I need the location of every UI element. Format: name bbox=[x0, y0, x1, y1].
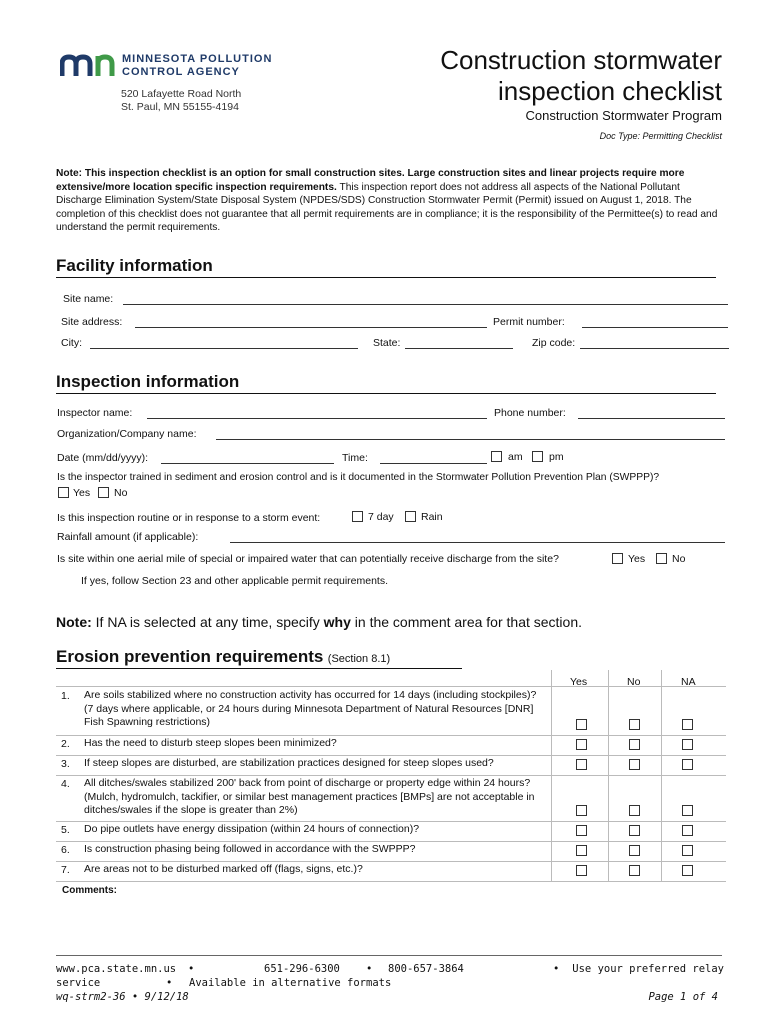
program-name: Construction Stormwater Program bbox=[525, 108, 722, 123]
item-number: 6. bbox=[61, 844, 70, 856]
footer-service: service bbox=[56, 977, 101, 989]
footer-bullet-1: • bbox=[188, 963, 195, 975]
trained-question: Is the inspector trained in sediment and erosion control and is it documented in the Stormwater Pollution Prevention Plan (SWPPP)? bbox=[57, 472, 660, 483]
footer-doc-id: wq-strm2-36 • 9/12/18 bbox=[56, 991, 189, 1003]
row-divider bbox=[56, 881, 726, 882]
item-7-na-checkbox[interactable] bbox=[682, 865, 693, 876]
trained-yes-checkbox[interactable] bbox=[58, 487, 69, 498]
phone-field[interactable] bbox=[578, 418, 725, 419]
item-6-yes-checkbox[interactable] bbox=[576, 845, 587, 856]
time-field[interactable] bbox=[380, 463, 487, 464]
na-note-text-1: If NA is selected at any time, specify bbox=[91, 614, 324, 630]
na-note bbox=[56, 614, 582, 630]
erosion-heading bbox=[56, 647, 390, 667]
date-field[interactable] bbox=[161, 463, 334, 464]
item-number: 5. bbox=[61, 824, 70, 836]
footer-bullet-4: • bbox=[166, 977, 173, 989]
site-name-field[interactable] bbox=[123, 304, 728, 305]
item-6-no-checkbox[interactable] bbox=[629, 845, 640, 856]
na-note-prefix: Note: bbox=[56, 614, 92, 630]
intro-note-text: This inspection report does not address all aspects of the National Pollutant Discharge Elimination System/State Disposal System (NPDES/SDS) Construction Stormwater Permit (Permit) issued on August 1, 2018. The completion of this checklist does not guarantee that all permit requirements are in compliance; it is the responsibility of the Permittee(s) to read and understand the permit requirements. bbox=[56, 181, 718, 233]
date-label: Date (mm/dd/yyyy): bbox=[57, 452, 149, 464]
am-checkbox[interactable] bbox=[491, 451, 502, 462]
impaired-no-label: No bbox=[672, 553, 686, 565]
city-field[interactable] bbox=[90, 348, 358, 349]
item-6-na-checkbox[interactable] bbox=[682, 845, 693, 856]
item-number: 2. bbox=[61, 738, 70, 750]
erosion-heading-rule bbox=[56, 668, 462, 669]
site-name-label: Site name: bbox=[63, 293, 114, 305]
item-question: Are areas not to be disturbed marked off (flags, signs, etc.)? bbox=[84, 863, 363, 875]
agency-address bbox=[121, 88, 241, 114]
rain-label: Rain bbox=[421, 511, 443, 523]
state-field[interactable] bbox=[405, 348, 513, 349]
organization-label: Organization/Company name: bbox=[57, 428, 197, 440]
agency-name bbox=[122, 53, 272, 79]
facility-heading: Facility information bbox=[56, 256, 213, 275]
seven-day-label: 7 day bbox=[368, 511, 394, 523]
item-2-yes-checkbox[interactable] bbox=[576, 739, 587, 750]
item-4-yes-checkbox[interactable] bbox=[576, 805, 587, 816]
row-divider bbox=[56, 735, 726, 736]
row-divider bbox=[56, 841, 726, 842]
rainfall-field[interactable] bbox=[230, 542, 725, 543]
na-note-why: why bbox=[323, 614, 351, 630]
impaired-yes-label: Yes bbox=[628, 553, 646, 565]
item-number: 3. bbox=[61, 758, 70, 770]
inspection-heading-rule bbox=[56, 393, 716, 394]
time-label: Time: bbox=[342, 452, 368, 464]
column-header-yes: Yes bbox=[570, 676, 588, 688]
item-5-no-checkbox[interactable] bbox=[629, 825, 640, 836]
row-divider bbox=[56, 775, 726, 776]
inspector-name-field[interactable] bbox=[147, 418, 487, 419]
footer-page-number: Page 1 of 4 bbox=[648, 991, 718, 1003]
item-question: All ditches/swales stabilized 200' back from point of discharge or property edge within 24 hours? (Mulch, hydromulch, tackifier, or similar best management practices [BMPs] are not acceptable in ditches/swales if the slope is greater than 2%) bbox=[84, 777, 535, 816]
item-3-yes-checkbox[interactable] bbox=[576, 759, 587, 770]
item-question: If steep slopes are disturbed, are stabilization practices designed for steep slopes used? bbox=[84, 757, 494, 769]
facility-heading-rule bbox=[56, 277, 716, 278]
permit-number-label: Permit number: bbox=[493, 316, 565, 328]
footer-rule bbox=[56, 955, 722, 956]
item-question: Is construction phasing being followed in accordance with the SWPPP? bbox=[84, 843, 416, 855]
address-line-2: St. Paul, MN 55155-4194 bbox=[121, 101, 239, 113]
pm-checkbox[interactable] bbox=[532, 451, 543, 462]
title-line-1: Construction stormwater bbox=[440, 45, 722, 75]
if-yes-note: If yes, follow Section 23 and other applicable permit requirements. bbox=[81, 575, 388, 587]
column-divider-3 bbox=[661, 670, 662, 882]
site-address-field[interactable] bbox=[135, 327, 487, 328]
column-header-no: No bbox=[627, 676, 641, 688]
mpca-logo-icon bbox=[60, 54, 116, 78]
erosion-heading-title: Erosion prevention requirements bbox=[56, 647, 324, 666]
zip-label: Zip code: bbox=[532, 337, 576, 349]
row-divider bbox=[56, 821, 726, 822]
phone-label: Phone number: bbox=[494, 407, 566, 419]
item-2-na-checkbox[interactable] bbox=[682, 739, 693, 750]
item-5-na-checkbox[interactable] bbox=[682, 825, 693, 836]
column-header-na: NA bbox=[681, 676, 696, 688]
trained-no-checkbox[interactable] bbox=[98, 487, 109, 498]
routine-question: Is this inspection routine or in response to a storm event: bbox=[57, 512, 321, 524]
agency-line-2: CONTROL AGENCY bbox=[122, 66, 240, 78]
item-4-na-checkbox[interactable] bbox=[682, 805, 693, 816]
item-7-no-checkbox[interactable] bbox=[629, 865, 640, 876]
footer-web: www.pca.state.mn.us bbox=[56, 963, 177, 975]
state-label: State: bbox=[373, 337, 401, 349]
footer-bullet-2: • bbox=[366, 963, 373, 975]
permit-number-field[interactable] bbox=[582, 327, 728, 328]
organization-field[interactable] bbox=[216, 439, 725, 440]
title-line-2: inspection checklist bbox=[498, 76, 722, 106]
doc-type: Doc Type: Permitting Checklist bbox=[599, 131, 722, 141]
rainfall-label: Rainfall amount (if applicable): bbox=[57, 531, 199, 543]
site-address-label: Site address: bbox=[61, 316, 123, 328]
footer-phone-1: 651-296-6300 bbox=[264, 963, 340, 975]
address-line-1: 520 Lafayette Road North bbox=[121, 88, 242, 100]
header-row-divider bbox=[56, 686, 726, 687]
page-title bbox=[440, 45, 722, 107]
item-3-no-checkbox[interactable] bbox=[629, 759, 640, 770]
intro-note-bold: Note: This inspection checklist is an option for small construction sites. Large construction sites and linear projects require more extensive/more location specific inspection requirements. bbox=[56, 168, 685, 193]
item-7-yes-checkbox[interactable] bbox=[576, 865, 587, 876]
impaired-no-checkbox[interactable] bbox=[656, 553, 667, 564]
inspection-heading: Inspection information bbox=[56, 372, 240, 391]
footer-alt-formats: Available in alternative formats bbox=[189, 977, 392, 989]
row-divider bbox=[56, 755, 726, 756]
city-label: City: bbox=[61, 337, 82, 349]
item-number: 7. bbox=[61, 864, 70, 876]
zip-field[interactable] bbox=[580, 348, 729, 349]
item-1-no-checkbox[interactable] bbox=[629, 719, 640, 730]
item-3-na-checkbox[interactable] bbox=[682, 759, 693, 770]
item-number: 1. bbox=[61, 690, 70, 702]
footer-relay: Use your preferred relay bbox=[572, 963, 724, 975]
intro-note bbox=[56, 167, 722, 235]
item-1-na-checkbox[interactable] bbox=[682, 719, 693, 730]
comments-label: Comments: bbox=[62, 885, 118, 896]
na-note-text-2: in the comment area for that section. bbox=[350, 614, 583, 630]
item-question: Are soils stabilized where no construction activity has occurred for 14 days (including stockpiles)? (7 days where applicable, or 24 hours during Minnesota Department of Natural Resources [DNR] Fish Spawning restrictions) bbox=[84, 689, 537, 728]
impaired-yes-checkbox[interactable] bbox=[612, 553, 623, 564]
rain-checkbox[interactable] bbox=[405, 511, 416, 522]
trained-yes-label: Yes bbox=[73, 487, 91, 499]
erosion-section-ref: (Section 8.1) bbox=[327, 653, 391, 665]
item-2-no-checkbox[interactable] bbox=[629, 739, 640, 750]
am-label: am bbox=[508, 451, 523, 463]
trained-no-label: No bbox=[114, 487, 128, 499]
pm-label: pm bbox=[549, 451, 564, 463]
item-4-no-checkbox[interactable] bbox=[629, 805, 640, 816]
row-divider bbox=[56, 861, 726, 862]
inspector-name-label: Inspector name: bbox=[57, 407, 133, 419]
seven-day-checkbox[interactable] bbox=[352, 511, 363, 522]
agency-line-1: MINNESOTA POLLUTION bbox=[122, 53, 273, 65]
item-number: 4. bbox=[61, 778, 70, 790]
footer-phone-2: 800-657-3864 bbox=[388, 963, 464, 975]
item-1-yes-checkbox[interactable] bbox=[576, 719, 587, 730]
item-question: Has the need to disturb steep slopes been minimized? bbox=[84, 737, 337, 749]
item-5-yes-checkbox[interactable] bbox=[576, 825, 587, 836]
column-divider-2 bbox=[608, 670, 609, 882]
item-question: Do pipe outlets have energy dissipation (within 24 hours of connection)? bbox=[84, 823, 420, 835]
column-divider-1 bbox=[551, 670, 552, 882]
impaired-water-question: Is site within one aerial mile of special or impaired water that can potentially receive discharge from the site? bbox=[57, 553, 559, 565]
footer-bullet-3: • bbox=[553, 963, 560, 975]
